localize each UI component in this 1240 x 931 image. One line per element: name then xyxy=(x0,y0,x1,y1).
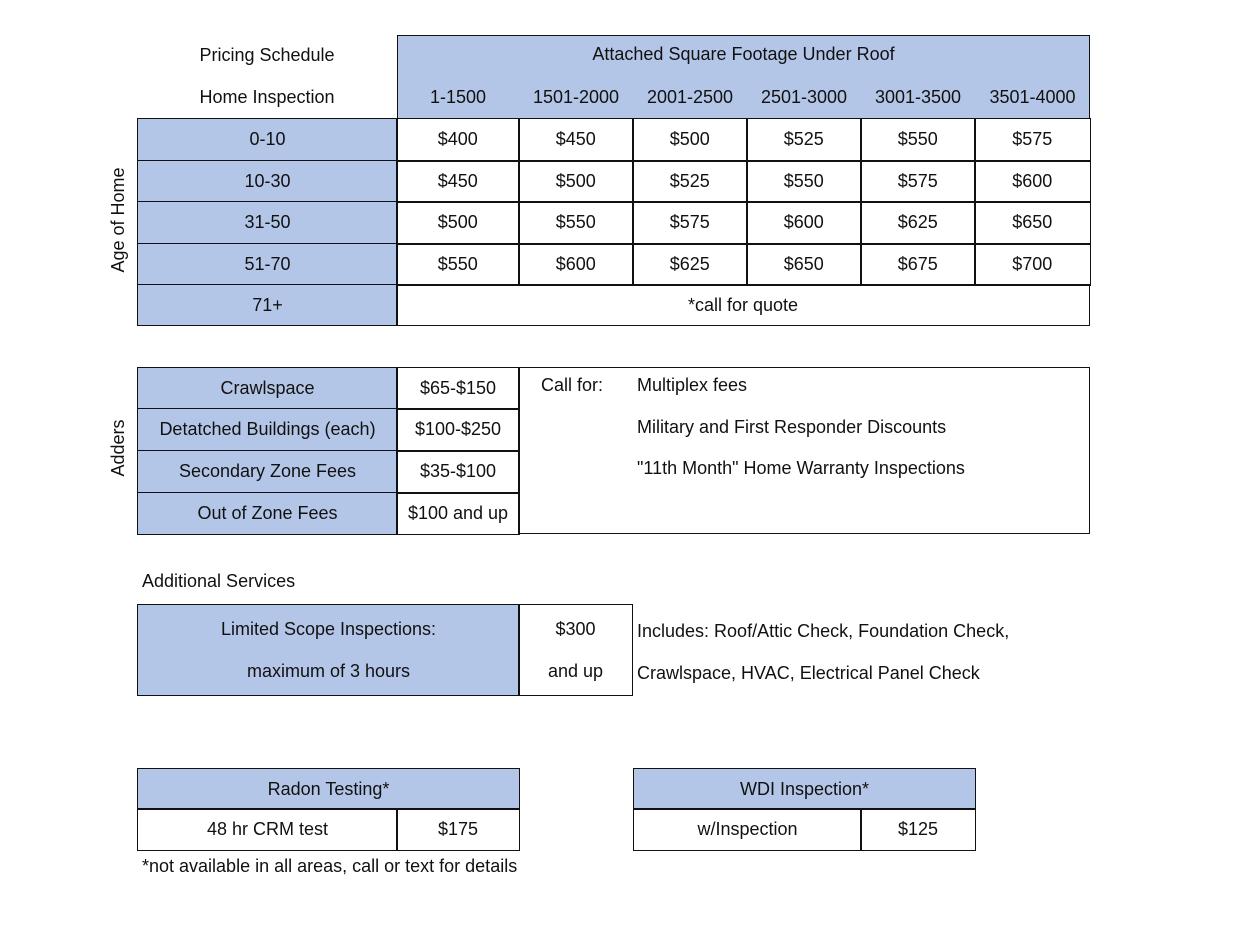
age-of-home-label: Age of Home xyxy=(108,167,128,273)
additional-services-title: Additional Services xyxy=(142,571,296,591)
price-cell: $700 xyxy=(974,243,1091,286)
price-cell: $400 xyxy=(396,118,520,162)
title-pricing-schedule: Pricing Schedule xyxy=(199,45,335,65)
adder-price: $100-$250 xyxy=(396,408,520,452)
call-for-label: Call for: xyxy=(541,375,604,395)
price-cell: $500 xyxy=(396,201,520,245)
column-header: 2001-2500 xyxy=(646,87,734,107)
price-cell: $600 xyxy=(746,201,862,245)
price-cell: $525 xyxy=(632,160,748,203)
price-cell: $550 xyxy=(860,118,976,162)
title-home-inspection: Home Inspection xyxy=(199,86,335,107)
price-cell: $500 xyxy=(518,160,634,203)
limited-scope-price-cell xyxy=(518,604,633,696)
price-cell: $550 xyxy=(518,201,634,245)
limited-scope-name: Limited Scope Inspections: xyxy=(220,618,437,639)
column-header: 3001-3500 xyxy=(874,87,962,107)
limited-scope-duration: maximum of 3 hours xyxy=(246,660,411,681)
age-cell: 71+ xyxy=(137,284,398,326)
wdi-price: $125 xyxy=(860,808,976,851)
includes-text: Crawlspace, HVAC, Electrical Panel Check xyxy=(637,663,980,683)
call-for-quote: *call for quote xyxy=(396,284,1090,326)
price-cell: $525 xyxy=(746,118,862,162)
price-cell: $575 xyxy=(974,118,1091,162)
price-cell: $625 xyxy=(860,201,976,245)
wdi-item: w/Inspection xyxy=(633,808,862,851)
adder-name: Detatched Buildings (each) xyxy=(137,408,398,452)
price-cell: $600 xyxy=(974,160,1091,203)
price-cell: $575 xyxy=(860,160,976,203)
price-cell: $600 xyxy=(518,243,634,286)
price-cell: $550 xyxy=(746,160,862,203)
adders-label: Adders xyxy=(108,419,128,477)
footnote: *not available in all areas, call or text for details xyxy=(142,856,518,876)
limited-scope-price: $300 xyxy=(555,618,596,639)
price-cell: $500 xyxy=(632,118,748,162)
column-header: 3501-4000 xyxy=(989,87,1076,107)
price-cell: $450 xyxy=(396,160,520,203)
radon-title: Radon Testing* xyxy=(137,768,520,810)
adder-name: Out of Zone Fees xyxy=(137,492,398,535)
adder-price: $65-$150 xyxy=(396,367,520,410)
radon-price: $175 xyxy=(396,808,520,851)
includes-text: Includes: Roof/Attic Check, Foundation Check, xyxy=(637,621,1010,641)
price-cell: $675 xyxy=(860,243,976,286)
price-cell: $650 xyxy=(974,201,1091,245)
age-cell: 0-10 xyxy=(137,118,398,162)
call-for-box xyxy=(518,367,1090,534)
adder-price: $100 and up xyxy=(396,492,520,535)
adder-name: Secondary Zone Fees xyxy=(137,450,398,494)
wdi-title: WDI Inspection* xyxy=(633,768,976,810)
limited-scope-price-suffix: and up xyxy=(547,660,604,681)
price-cell: $450 xyxy=(518,118,634,162)
age-cell: 51-70 xyxy=(137,243,398,286)
limited-scope-cell xyxy=(137,604,520,696)
price-cell: $550 xyxy=(396,243,520,286)
column-header: 1-1500 xyxy=(429,87,487,107)
age-cell: 31-50 xyxy=(137,201,398,245)
adder-price: $35-$100 xyxy=(396,450,520,494)
price-cell: $575 xyxy=(632,201,748,245)
call-for-item: "11th Month" Home Warranty Inspections xyxy=(637,458,965,478)
radon-item: 48 hr CRM test xyxy=(137,808,398,851)
price-cell: $650 xyxy=(746,243,862,286)
price-cell: $625 xyxy=(632,243,748,286)
call-for-item: Military and First Responder Discounts xyxy=(637,417,947,437)
sqft-header: Attached Square Footage Under Roof xyxy=(592,43,895,64)
call-for-item: Multiplex fees xyxy=(637,375,748,395)
column-header: 2501-3000 xyxy=(760,87,848,107)
column-header: 1501-2000 xyxy=(532,87,620,107)
age-cell: 10-30 xyxy=(137,160,398,203)
adder-name: Crawlspace xyxy=(137,367,398,410)
